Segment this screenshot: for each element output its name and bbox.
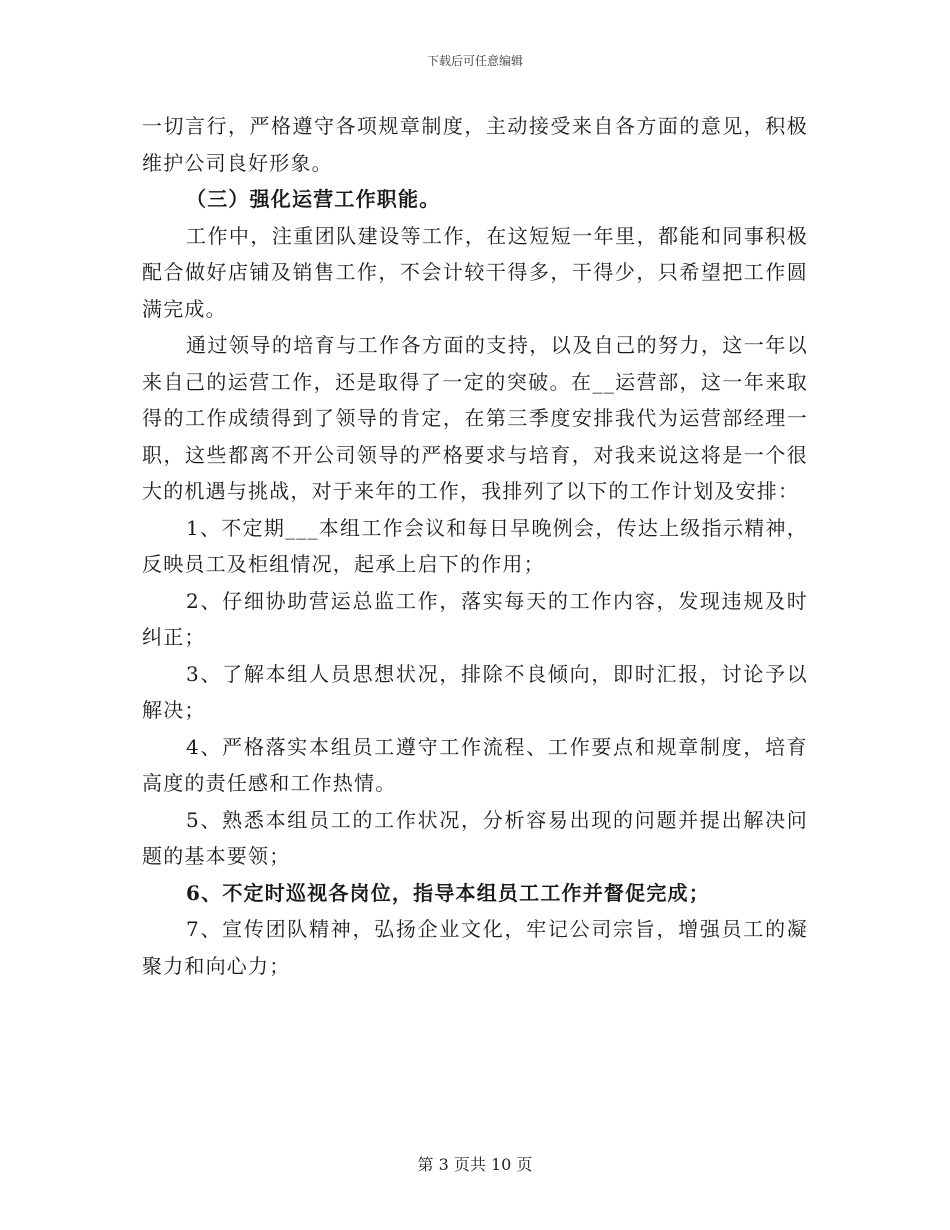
plan-item-7: 7、宣传团队精神，弘扬企业文化，牢记公司宗旨，增强员工的凝聚力和向心力；	[142, 917, 808, 978]
page-header-note: 下载后可任意编辑	[426, 54, 523, 68]
paragraph-conduct: 一切言行，严格遵守各项规章制度，主动接受来自各方面的意见，积极维护公司良好形象。	[142, 114, 808, 175]
page-number-footer: 第 3 页共 10 页	[417, 1155, 533, 1174]
paragraph-teamwork: 工作中，注重团队建设等工作，在这短短一年里，都能和同事积极配合做好店铺及销售工作，不会计较干得多，干得少，只希望把工作圆满完成。	[142, 223, 808, 321]
plan-item-2: 2、仔细协助营运总监工作，落实每天的工作内容，发现违规及时纠正；	[142, 588, 808, 649]
plan-item-4: 4、严格落实本组员工遵守工作流程、工作要点和规章制度，培育高度的责任感和工作热情。	[142, 734, 808, 795]
plan-item-6: 6、不定时巡视各岗位，指导本组员工工作并督促完成；	[186, 880, 710, 905]
document-body	[142, 108, 808, 984]
plan-item-1: 1、不定期___本组工作会议和每日早晚例会，传达上级指示精神，反映员工及柜组情况，起承上启下的作用；	[142, 515, 808, 576]
paragraph-achievements: 通过领导的培育与工作各方面的支持，以及自己的努力，这一年以来自己的运营工作，还是取得了一定的突破。在__运营部，这一年来取得的工作成绩得到了领导的肯定，在第三季度安排我代为运营部经理一职，这些都离不开公司领导的严格要求与培育，对我来说这将是一个很大的机遇与挑战，对于来年的工作，我排列了以下的工作计划及安排：	[142, 333, 808, 503]
plan-item-3: 3、了解本组人员思想状况，排除不良倾向，即时汇报，讨论予以解决；	[142, 661, 808, 722]
section-heading-operations: （三）强化运营工作职能。	[186, 187, 441, 211]
plan-item-5: 5、熟悉本组员工的工作状况，分析容易出现的问题并提出解决问题的基本要领；	[142, 807, 808, 868]
